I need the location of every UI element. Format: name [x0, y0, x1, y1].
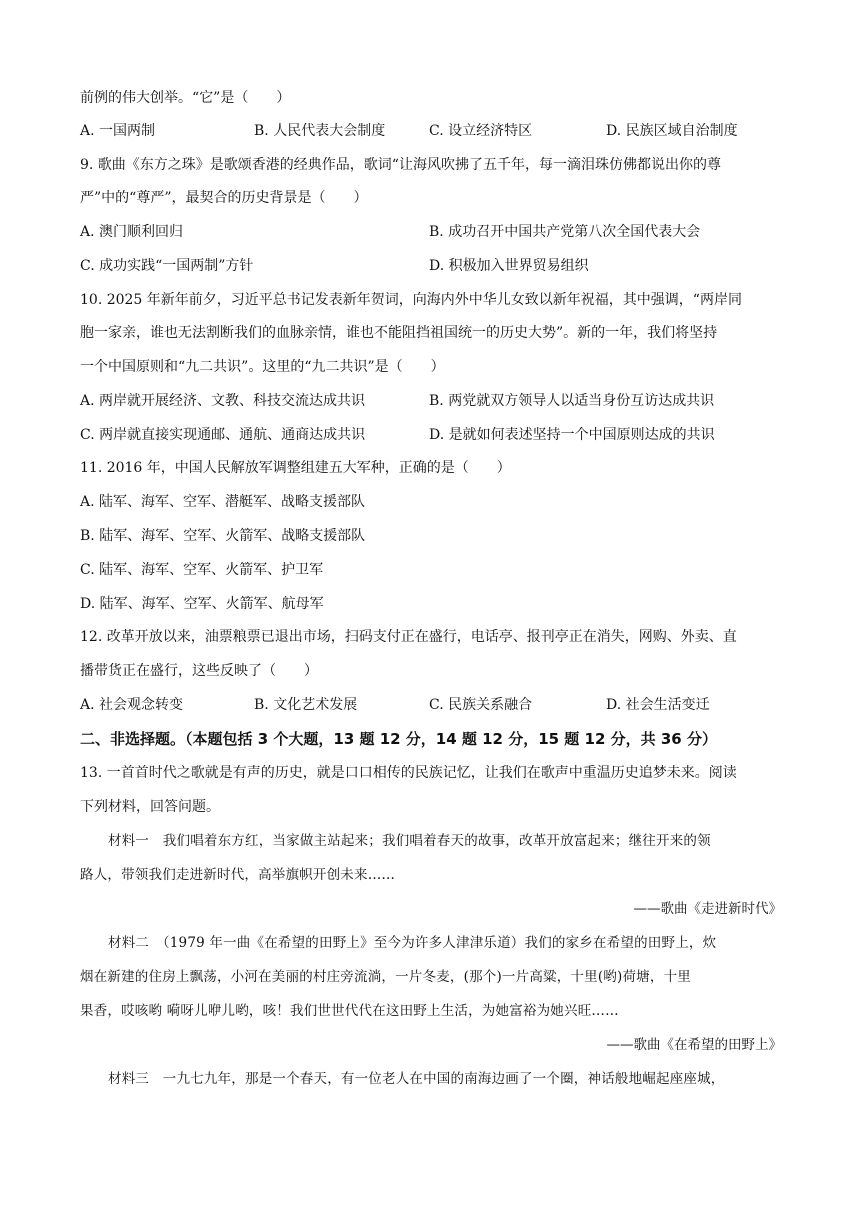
- q12-option-a[interactable]: A. 社会观念转变: [80, 697, 184, 713]
- section-heading: 二、非选择题。（本题包括 3 个大题，13 题 12 分，14 题 12 分，15 题 12 分，共 36 分）: [80, 730, 717, 748]
- q8-option-d[interactable]: D. 民族区域自治制度: [606, 123, 738, 139]
- material-2-line3: 果香，哎咳哟 嗬呀儿咿儿哟，咳！我们世世代代在这田野上生活，为她富裕为她兴旺……: [80, 1003, 619, 1019]
- q10-option-c[interactable]: C. 两岸就直接实现通邮、通航、通商达成共识: [80, 427, 366, 443]
- q8-stem-tail: 前例的伟大创举。“它”是（ ）: [80, 90, 291, 106]
- q12-option-d[interactable]: D. 社会生活变迁: [606, 697, 710, 713]
- q8-options: [80, 121, 782, 141]
- q9-option-c[interactable]: C. 成功实践“一国两制”方针: [80, 258, 254, 274]
- q10-options-row2: [80, 425, 782, 445]
- q9-options-row2: [80, 256, 782, 276]
- q10-option-d[interactable]: D. 是就如何表述坚持一个中国原则达成的共识: [429, 427, 715, 443]
- q9-option-d[interactable]: D. 积极加入世界贸易组织: [429, 258, 589, 274]
- q12-option-b[interactable]: B. 文化艺术发展: [254, 697, 358, 713]
- q11-option-a[interactable]: A. 陆军、海军、空军、潜艇军、战略支援部队: [80, 494, 366, 510]
- q9-option-a[interactable]: A. 澳门顺利回归: [80, 224, 184, 240]
- q9-options-row1: [80, 222, 782, 242]
- material-1-source: ——歌曲《走进新时代》: [633, 901, 782, 917]
- q11-option-b[interactable]: B. 陆军、海军、空军、火箭军、战略支援部队: [80, 528, 366, 544]
- q10-option-a[interactable]: A. 两岸就开展经济、文教、科技交流达成共识: [80, 393, 366, 409]
- material-2-line1: 材料二 （1979 年一曲《在希望的田野上》至今为许多人津津乐道）我们的家乡在希望的田野上，炊: [108, 935, 717, 951]
- q10-stem-line3: 一个中国原则和“九二共识”。这里的“九二共识”是（ ）: [80, 359, 445, 375]
- material-2-line2: 烟在新建的住房上飘荡，小河在美丽的村庄旁流淌，一片冬麦，(那个)一片高粱，十里(哟)荷塘，十里: [80, 969, 691, 985]
- q10-options-row1: [80, 391, 782, 411]
- q9-option-b[interactable]: B. 成功召开中国共产党第八次全国代表大会: [429, 224, 701, 240]
- q13-stem-line2: 下列材料，回答问题。: [80, 799, 220, 815]
- q9-stem-line1: 9. 歌曲《东方之珠》是歌颂香港的经典作品，歌词“让海风吹拂了五千年，每一滴泪珠仿佛都说出你的尊: [80, 157, 721, 173]
- material-2-source: ——歌曲《在希望的田野上》: [606, 1037, 782, 1053]
- material-1-line1: 材料一 我们唱着东方红，当家做主站起来；我们唱着春天的故事，改革开放富起来；继往开来的领: [108, 833, 711, 849]
- q8-option-b[interactable]: B. 人民代表大会制度: [254, 123, 386, 139]
- q10-option-b[interactable]: B. 两党就双方领导人以适当身份互访达成共识: [429, 393, 715, 409]
- q12-stem-line2: 播带货正在盛行，这些反映了（ ）: [80, 663, 318, 679]
- q12-option-c[interactable]: C. 民族关系融合: [429, 697, 533, 713]
- q12-stem-line1: 12. 改革开放以来，油票粮票已退出市场，扫码支付正在盛行，电话亭、报刊亭正在消失，网购、外卖、直: [80, 629, 737, 645]
- q11-option-c[interactable]: C. 陆军、海军、空军、火箭军、护卫军: [80, 562, 324, 578]
- q11-stem: 11. 2016 年，中国人民解放军调整组建五大军种，正确的是（ ）: [80, 460, 511, 476]
- q12-options: [80, 695, 782, 715]
- q9-stem-line2: 严”中的“尊严”，最契合的历史背景是（ ）: [80, 190, 368, 206]
- q8-option-a[interactable]: A. 一国两制: [80, 123, 156, 139]
- material-3-line1: 材料三 一九七九年，那是一个春天，有一位老人在中国的南海边画了一个圈，神话般地崛起座座城，: [108, 1071, 725, 1087]
- material-1-line2: 路人，带领我们走进新时代，高举旗帜开创未来……: [80, 867, 396, 883]
- q8-option-c[interactable]: C. 设立经济特区: [429, 123, 533, 139]
- q11-option-d[interactable]: D. 陆军、海军、空军、火箭军、航母军: [80, 596, 324, 612]
- q13-stem-line1: 13. 一首首时代之歌就是有声的历史，就是口口相传的民族记忆，让我们在歌声中重温历史追梦未来。阅读: [80, 765, 737, 781]
- q10-stem-line2: 胞一家亲，谁也无法割断我们的血脉亲情，谁也不能阻挡祖国统一的历史大势”。新的一年，我们将坚持: [80, 325, 718, 341]
- q10-stem-line1: 10. 2025 年新年前夕，习近平总书记发表新年贺词，向海内外中华儿女致以新年祝福，其中强调，“两岸同: [80, 292, 742, 308]
